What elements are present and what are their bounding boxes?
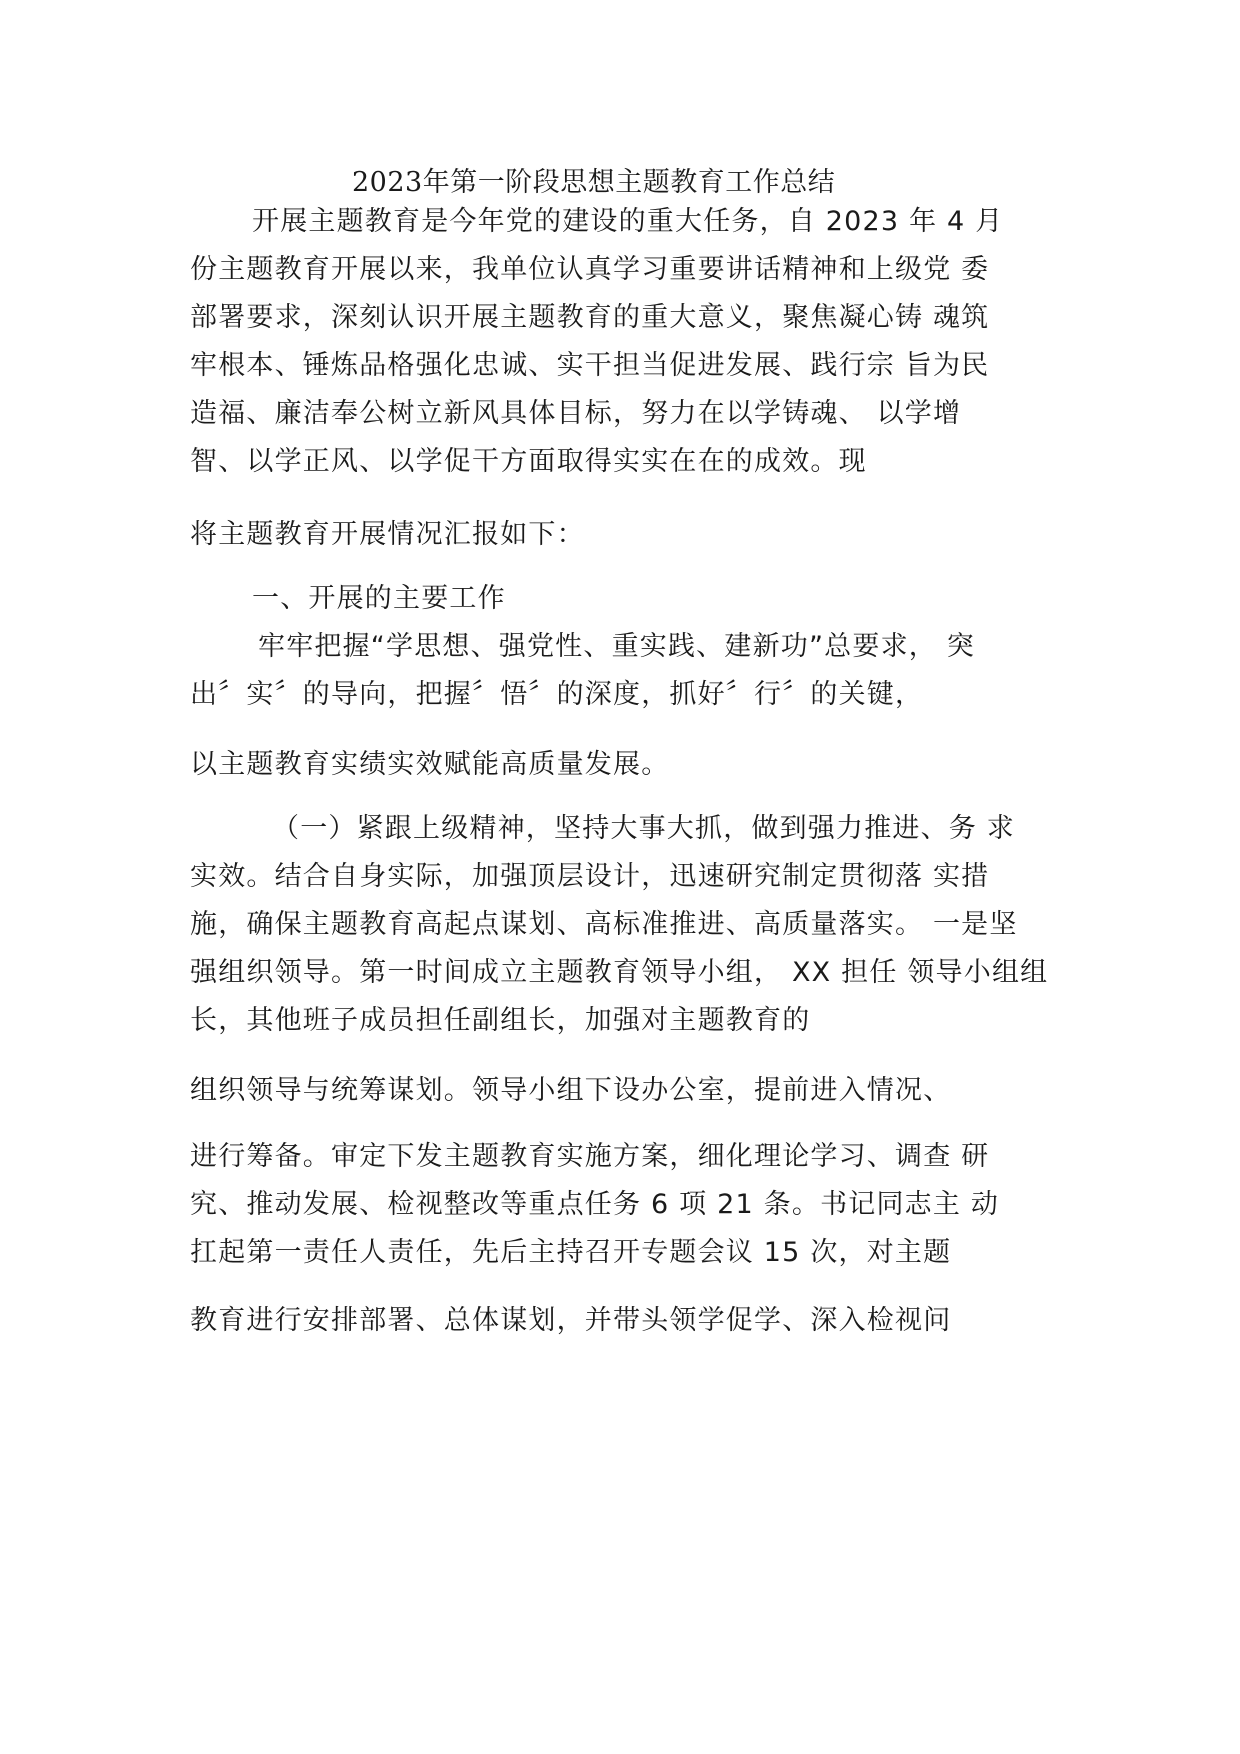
section-heading: 一、开展的主要工作 bbox=[252, 583, 506, 614]
paragraph-line: 扛起第一责任人责任，先后主持召开专题会议 15 次，对主题 bbox=[190, 1237, 952, 1268]
document-title: 2023年第一阶段思想主题教育工作总结 bbox=[352, 167, 836, 198]
paragraph-line: 强组织领导。第一时间成立主题教育领导小组， XX 担任 领导小组组 bbox=[190, 957, 1049, 988]
subsection-heading: （一）紧跟上级精神，坚持大事大抓，做到强力推进、务 求 bbox=[272, 813, 1015, 844]
paragraph-line: 进行筹备。审定下发主题教育实施方案，细化理论学习、调查 研 bbox=[190, 1141, 990, 1172]
paragraph-line: 以主题教育实绩实效赋能高质量发展。 bbox=[190, 749, 670, 780]
paragraph-line: 施，确保主题教育高起点谋划、高标准推进、高质量落实。 一是坚 bbox=[190, 909, 1018, 940]
paragraph-line: 牢牢把握“学思想、强党性、重实践、建新功”总要求， 突 bbox=[258, 631, 975, 662]
paragraph-line: 出〞实〞的导向，把握〞悟〞的深度，抓好〞行〞的关键， bbox=[190, 679, 924, 710]
paragraph-line: 将主题教育开展情况汇报如下： bbox=[190, 519, 585, 550]
paragraph-line: 开展主题教育是今年党的建设的重大任务，自 2023 年 4 月 bbox=[252, 206, 1004, 237]
paragraph-line: 长，其他班子成员担任副组长，加强对主题教育的 bbox=[190, 1005, 811, 1036]
paragraph-line: 份主题教育开展以来，我单位认真学习重要讲话精神和上级党 委 bbox=[190, 254, 990, 285]
paragraph-line: 智、以学正风、以学促干方面取得实实在在的成效。现 bbox=[190, 446, 867, 477]
paragraph-line: 教育进行安排部署、总体谋划，并带头领学促学、深入检视问 bbox=[190, 1305, 952, 1336]
paragraph-line: 究、推动发展、检视整改等重点任务 6 项 21 条。书记同志主 动 bbox=[190, 1189, 1000, 1220]
paragraph-line: 部署要求，深刻认识开展主题教育的重大意义，聚焦凝心铸 魂筑 bbox=[190, 302, 990, 333]
paragraph-line: 造福、廉洁奉公树立新风具体目标，努力在以学铸魂、 以学增 bbox=[190, 398, 962, 429]
paragraph-line: 牢根本、锤炼品格强化忠诚、实干担当促进发展、践行宗 旨为民 bbox=[190, 350, 990, 381]
paragraph-line: 实效。结合自身实际，加强顶层设计，迅速研究制定贯彻落 实措 bbox=[190, 861, 990, 892]
paragraph-line: 组织领导与统筹谋划。领导小组下设办公室，提前进入情况、 bbox=[190, 1075, 952, 1106]
